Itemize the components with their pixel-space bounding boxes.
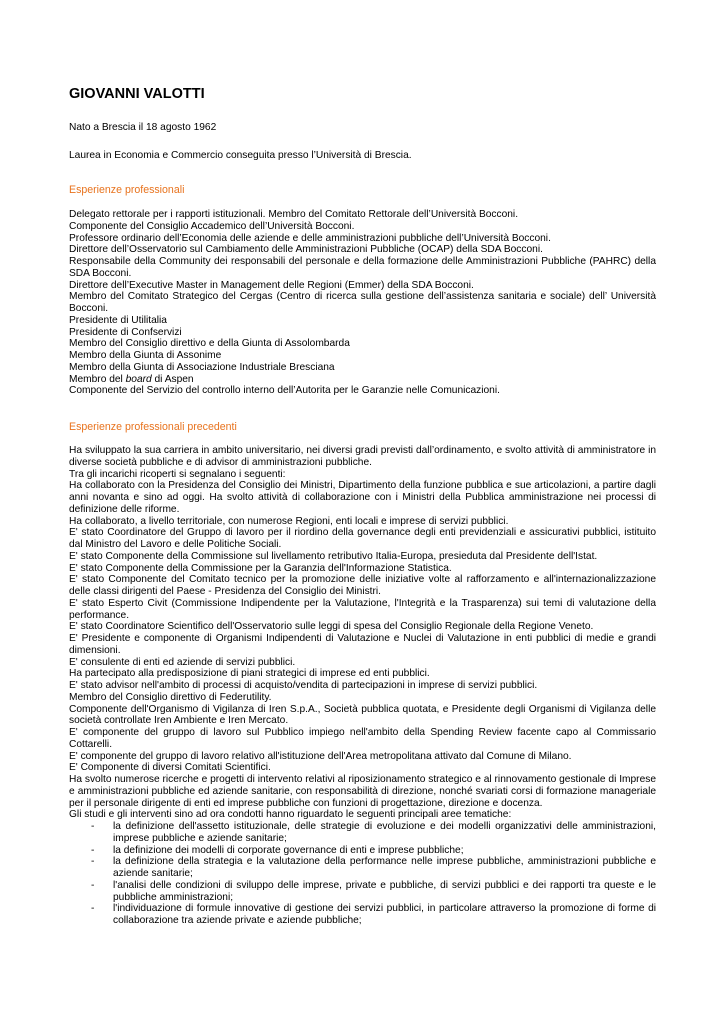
position-line: Membro del Comitato Strategico del Cergas (Centro di ricerca sulla gestione dell’assistenza sanitaria e sociale) dell’ Università Bocconi.: [69, 291, 656, 314]
position-line: Membro della Giunta di Assonime: [69, 350, 222, 361]
previous-line: Gli studi e gli interventi sino ad ora condotti hanno riguardato le seguenti principali aree tematiche:: [69, 809, 512, 821]
position-line: Presidente di Utilitalia: [69, 314, 167, 326]
previous-line: E' Presidente e componente di Organismi Indipendenti di Valutazione e Nuclei di Valutazione in enti pubblici di medie e grandi dimensioni.: [69, 633, 656, 656]
position-line: Professore ordinario dell’Economia delle aziende e delle amministrazioni pubbliche dell’Università Bocconi.: [69, 232, 551, 244]
dash-bullet: -: [91, 903, 95, 915]
position-line: Membro della Giunta di Associazione Industriale Bresciana: [69, 361, 335, 373]
list-item: [91, 856, 656, 880]
current-positions-list: [69, 209, 656, 397]
dash-bullet: -: [91, 821, 95, 832]
previous-line: E' stato Componente della Commissione sul livellamento retributivo Italia-Europa, presieduta dal Presidente dell'Istat.: [69, 550, 598, 562]
previous-line: Ha collaborato, a livello territoriale, con numerose Regioni, enti locali e imprese di servizi pubblici.: [69, 515, 509, 527]
list-item: [91, 879, 656, 904]
position-line: Presidente di Confservizi: [69, 326, 182, 338]
dash-bullet: -: [91, 879, 95, 891]
previous-line: E' consulente di enti ed aziende di servizi pubblici.: [69, 656, 296, 668]
previous-positions-list: [69, 445, 656, 927]
previous-line: Tra gli incarichi ricoperti si segnalano i seguenti:: [69, 468, 286, 480]
list-item: [91, 821, 656, 845]
previous-line: Componente dell'Organismo di Vigilanza di Iren S.p.A., Società pubblica quotata, e Presidente degli Organismi di Vigilanza delle società controllate Iren Ambiente e Iren Mercato.: [69, 703, 656, 727]
previous-line: E' stato Coordinatore Scientifico dell'Osservatorio sulle leggi di spesa del Consiglio Regionale della Regione Veneto.: [69, 621, 594, 633]
previous-line: Membro del Consiglio direttivo di Federutility.: [69, 691, 272, 703]
dash-bullet: -: [91, 856, 95, 868]
section-heading-current: Esperienze professionali: [69, 184, 185, 196]
list-item: [91, 844, 656, 857]
position-line: Delegato rettorale per i rapporti istituzionali. Membro del Comitato Rettorale dell’Università Bocconi.: [69, 209, 519, 220]
previous-line: E' componente del gruppo di lavoro sul Pubblico impiego nell'ambito della Spending Review facente capo al Commissario Cottarelli.: [69, 727, 656, 750]
list-item-text: la definizione dei modelli di corporate governance di enti e imprese pubbliche;: [113, 844, 464, 856]
previous-line: E' stato Componente del Comitato tecnico per la promozione delle iniziative volte al rafforzamento e all'internazionalizzazione delle classi dirigenti del Paese - Presidenza del Consiglio dei Ministri.: [69, 574, 656, 597]
previous-line: E' stato Coordinatore del Gruppo di lavoro per il riordino della governance degli enti previdenziali e assicurativi pubblici, istituito dal Ministro del Lavoro e delle Politiche Sociali.: [69, 527, 656, 550]
position-line: Componente del Servizio del controllo interno dell’Autorita per le Garanzie nelle Comunicazioni.: [69, 385, 500, 397]
previous-line: E' Componente di diversi Comitati Scientifici.: [69, 762, 271, 774]
person-name-title: GIOVANNI VALOTTI: [69, 86, 205, 102]
position-line: Responsabile della Community dei responsabili del personale e della formazione delle Amministrazioni Pubbliche (PAHRC) della SDA Bocconi.: [69, 256, 656, 279]
list-item-text: l'individuazione di formule innovative di gestione dei servizi pubblici, in particolare attraverso la promozione di forme di collaborazione tra aziende private e aziende pubbliche;: [113, 903, 656, 926]
position-line: Componente del Consiglio Accademico dell’Università Bocconi.: [69, 220, 355, 232]
list-item-text: la definizione dell'assetto istituzionale, delle strategie di evoluzione e dei modelli organizzativi delle amministrazioni, imprese pubbliche e aziende sanitarie;: [113, 821, 656, 844]
list-item-text: la definizione della strategia e la valutazione della performance nelle imprese pubbliche, amministrazioni pubbliche e aziende sanitarie;: [113, 856, 656, 879]
previous-line: E' stato Componente della Commissione per la Garanzia dell'Informazione Statistica.: [69, 562, 452, 574]
aspen-italic-word: board: [125, 373, 152, 385]
previous-line: Ha collaborato con la Presidenza del Consiglio dei Ministri, Dipartimento della funzione pubblica e sue articolazioni, a partire dagli anni novanta e sino ad oggi. Ha svolto attività di collaborazione con i Ministri della Pubblica amministrazione nei processi di definizione delle riforme.: [69, 480, 656, 515]
position-line: Membro del Consiglio direttivo e della Giunta di Assolombarda: [69, 338, 350, 350]
previous-line: E' componente del gruppo di lavoro relativo all'istituzione dell'Area metropolitana attivato dal Comune di Milano.: [69, 750, 572, 762]
previous-line: Ha svolto numerose ricerche e progetti di intervento relativi al riposizionamento strategico e al rinnovamento gestionale di Imprese e amministrazioni pubbliche ed aziende sanitarie, con responsabilità di direzione, nonché svariati corsi di formazione manageriale per il personale dirigente di enti ed imprese pubbliche con funzioni di progettazione, direzione e docenza.: [69, 774, 656, 809]
birth-info: Nato a Brescia il 18 agosto 1962: [69, 122, 217, 133]
previous-line: E' stato advisor nell'ambito di processi di acquisto/vendita di partecipazioni in imprese di servizi pubblici.: [69, 680, 538, 691]
list-item-text: l'analisi delle condizioni di sviluppo delle imprese, private e pubbliche, di servizi pubblici e dei rapporti tra queste e le pubbliche amministrazioni;: [113, 879, 656, 903]
list-item: [91, 903, 656, 927]
position-line: Direttore dell’Executive Master in Management delle Regioni (Emmer) della SDA Bocconi.: [69, 279, 474, 291]
aspen-prefix: Membro del: [69, 373, 126, 385]
aspen-suffix: di Aspen: [151, 373, 194, 385]
previous-line: E' stato Esperto Civit (Commissione Indipendente per la Valutazione, l'Integrità e la Trasparenza) sui temi di valutazione della performance.: [69, 597, 656, 621]
degree-info: Laurea in Economia e Commercio conseguita presso l’Università di Brescia.: [69, 150, 412, 161]
previous-line: Ha sviluppato la sua carriera in ambito universitario, nei diversi gradi previsti dall’ordinamento, e svolto attività di amministratore in diverse società pubbliche e di advisor di amministrazioni pubbliche.: [69, 445, 656, 468]
position-line: Direttore dell’Osservatorio sul Cambiamento delle Amministrazioni Pubbliche (OCAP) della SDA Bocconi.: [69, 244, 543, 256]
section-heading-previous: Esperienze professionali precedenti: [69, 421, 237, 433]
previous-line: Ha partecipato alla predisposizione di piani strategici di imprese ed enti pubblici.: [69, 668, 430, 680]
thematic-areas-list: [69, 821, 656, 927]
dash-bullet: -: [91, 844, 95, 856]
position-line-aspen: [69, 374, 656, 386]
